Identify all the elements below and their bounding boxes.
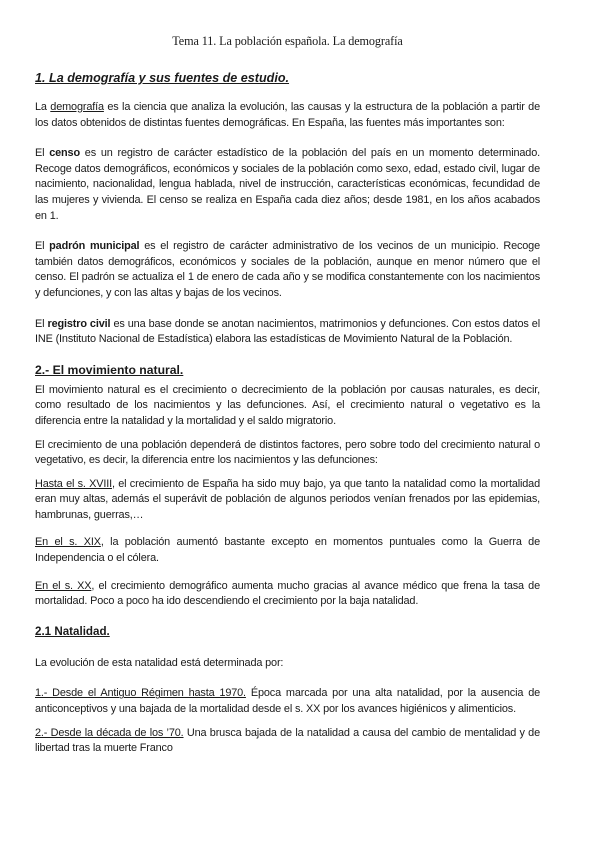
padron-body: es el registro de carácter administrativo de los vecinos de un municipio. Recoge también datos demográficos, económicos y sociales de la población, aunque en menor número que el censo. El padrón se actualiza el 1 de enero de cada año y se modifica constantemente con los nacimientos y defunciones, y con las altas y bajas de los vecinos. <box>35 240 540 299</box>
movimiento-natural-paragraph: El movimiento natural es el crecimiento o decrecimiento de la población por causas naturales, es decir, como resultado de los nacimientos y las defunciones. Así, el crecimiento natural o vegetativo es la diferencia entre la natalidad y la mortalidad y el saldo migratorio. <box>35 383 540 427</box>
natalidad-item-1 <box>35 686 540 717</box>
siglo-xix-lead: En el s. XIX <box>35 536 101 549</box>
censo-prefix: El <box>35 147 50 160</box>
demografia-term: demografía <box>50 101 104 113</box>
section-2-heading: 2.- El movimiento natural. <box>35 362 184 377</box>
siglo-xviii-paragraph <box>35 477 540 524</box>
siglo-xx-text: , el crecimiento demográfico aumenta mucho gracias al avance médico que frena la tasa de mortalidad. Poco a poco ha ido descendiendo el crecimiento por la baja natalidad. <box>35 579 540 608</box>
censo-body: es un registro de carácter estadístico de la población del país en un momento determinado. Recoge datos demográficos, económicos y sociales de la población como sexo, edad, estado civil, lugar de nacimiento, nacionalidad, lengua hablada, nivel de instrucción, características económicas, fecundidad de las mujeres y vivienda. El censo se realiza en España cada diez años; desde 1981, en los años acabados en 1. <box>35 147 540 222</box>
censo-term: censo <box>49 147 80 160</box>
document-title: Tema 11. La población española. La demografía <box>172 34 403 48</box>
intro-prefix: La <box>35 101 51 113</box>
registro-civil-term: registro civil <box>47 317 111 330</box>
natalidad-item-1-text: Época marcada por una alta natalidad, por la ausencia de anticonceptivos y una bajada de la mortalidad desde el s. XX por los avances higiénicos y alimenticios. <box>35 687 541 716</box>
censo-paragraph <box>35 146 540 224</box>
registro-prefix: El <box>35 317 48 330</box>
intro-body: es la ciencia que analiza la evolución, las causas y la estructura de la población a partir de los datos obtenidos de distintas fuentes demográficas. En España, las fuentes más importantes son: <box>35 101 540 129</box>
padron-term: padrón municipal <box>49 240 140 253</box>
padron-prefix: El <box>35 240 50 253</box>
siglo-xx-lead: En el s. XX <box>35 579 92 592</box>
natalidad-item-2-text: Una brusca bajada de la natalidad a causa del cambio de mentalidad y de libertad tras la muerte Franco <box>35 726 540 755</box>
registro-body: es una base donde se anotan nacimientos, matrimonios y defunciones. Con estos datos el INE (Instituto Nacional de Estadística) elabora las estadísticas de Movimiento Natural de la Población. <box>35 317 540 346</box>
siglo-xx-paragraph <box>35 579 540 610</box>
siglo-xix-text: , la población aumentó bastante excepto en momentos puntuales como la Guerra de Independencia o el cólera. <box>35 536 540 565</box>
crecimiento-paragraph: El crecimiento de una población dependerá de distintos factores, pero sobre todo del crecimiento natural o vegetativo, es decir, la diferencia entre los nacimientos y las defunciones: <box>35 438 540 467</box>
section-1-heading: 1. La demografía y sus fuentes de estudio. <box>35 71 290 85</box>
siglo-xviii-lead: Hasta el s. XVIII <box>35 477 113 490</box>
natalidad-item-2-lead: 2.- Desde la década de los ’70. <box>35 726 184 739</box>
registro-civil-paragraph <box>35 317 540 348</box>
siglo-xix-paragraph <box>35 535 540 566</box>
natalidad-item-1-lead: 1.- Desde el Antiguo Régimen hasta 1970. <box>35 687 246 700</box>
siglo-xviii-text: , el crecimiento de España ha sido muy bajo, ya que tanto la natalidad como la mortalidad eran muy altas, además el superávit de población de algunos periodos venían frenados por las epidemias, hambrunas, guerras,… <box>35 477 540 521</box>
demografia-intro-paragraph <box>35 100 540 131</box>
natalidad-item-2 <box>35 726 540 757</box>
section-2-1-heading: 2.1 Natalidad. <box>35 624 110 638</box>
padron-paragraph <box>35 239 540 301</box>
natalidad-intro-paragraph: La evolución de esta natalidad está determinada por: <box>35 656 284 669</box>
